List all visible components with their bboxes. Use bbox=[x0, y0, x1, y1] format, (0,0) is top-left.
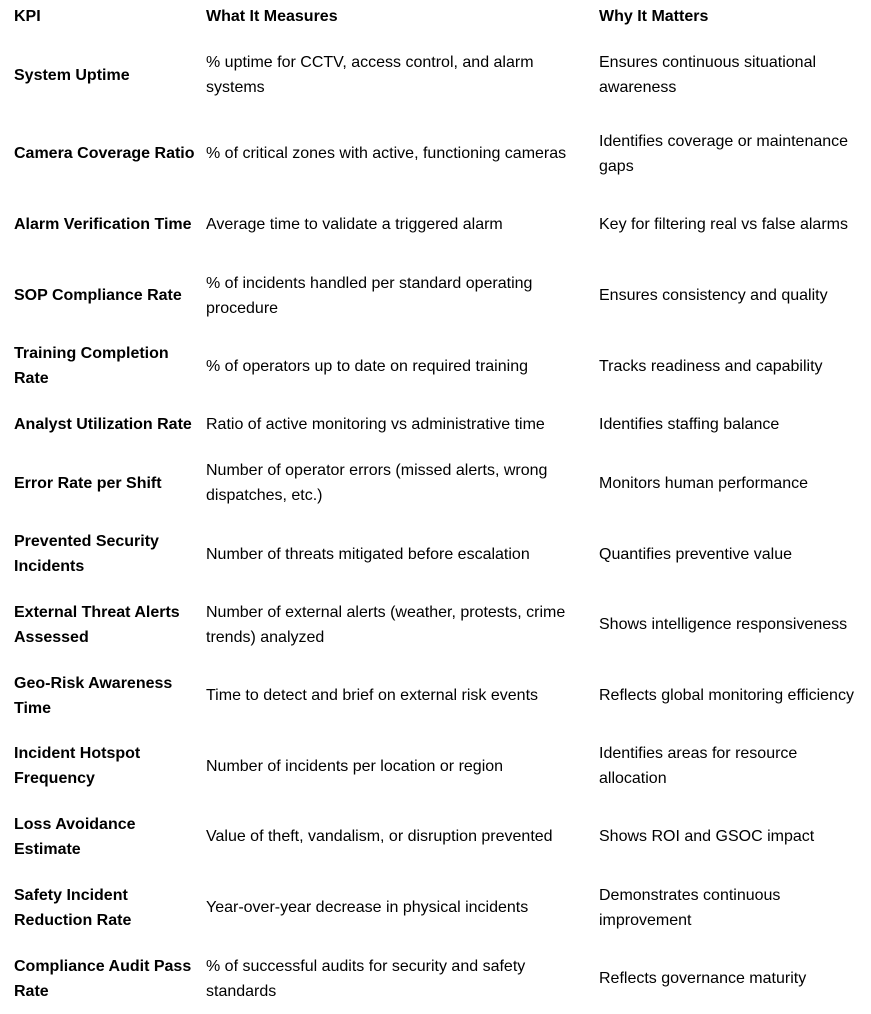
table-row bbox=[0, 589, 871, 660]
matters-cell: Identifies staffing balance bbox=[599, 415, 780, 433]
table-row bbox=[0, 118, 871, 189]
kpi-cell: Geo-Risk Awareness Time bbox=[14, 674, 173, 717]
measures-cell: % of operators up to date on required training bbox=[206, 357, 528, 375]
table-row bbox=[0, 660, 871, 731]
kpi-cell: Analyst Utilization Rate bbox=[14, 415, 192, 433]
matters-cell: Shows intelligence responsiveness bbox=[599, 616, 848, 633]
kpi-cell: System Uptime bbox=[14, 66, 130, 84]
matters-cell: Identifies areas for resource allocation bbox=[599, 745, 798, 787]
measures-cell: Number of operator errors (missed alerts, wrong dispatches, etc.) bbox=[206, 462, 548, 504]
matters-cell: Shows ROI and GSOC impact bbox=[599, 828, 815, 845]
matters-cell: Ensures consistency and quality bbox=[599, 287, 828, 304]
table-row bbox=[0, 32, 871, 118]
matters-cell: Quantifies preventive value bbox=[599, 545, 792, 563]
table-row bbox=[0, 943, 871, 1014]
table-header-row bbox=[0, 0, 871, 32]
header-what-it-measures: What It Measures bbox=[206, 7, 338, 25]
kpi-cell: Error Rate per Shift bbox=[14, 474, 162, 492]
kpi-cell: Camera Coverage Ratio bbox=[14, 145, 195, 162]
measures-cell: % of incidents handled per standard operating procedure bbox=[206, 274, 533, 317]
matters-cell: Key for filtering real vs false alarms bbox=[599, 216, 848, 233]
matters-cell: Demonstrates continuous improvement bbox=[599, 886, 781, 929]
kpi-cell: Incident Hotspot Frequency bbox=[14, 745, 141, 787]
measures-cell: % of critical zones with active, functioning cameras bbox=[206, 145, 567, 162]
table-row bbox=[0, 260, 871, 331]
matters-cell: Reflects governance maturity bbox=[599, 970, 807, 987]
measures-cell: % uptime for CCTV, access control, and alarm systems bbox=[206, 54, 534, 96]
table-row bbox=[0, 731, 871, 801]
measures-cell: Number of threats mitigated before escalation bbox=[206, 545, 530, 563]
table-row bbox=[0, 189, 871, 260]
table-row bbox=[0, 519, 871, 589]
matters-cell: Ensures continuous situational awareness bbox=[599, 54, 817, 96]
kpi-cell: Loss Avoidance Estimate bbox=[14, 815, 136, 858]
matters-cell: Monitors human performance bbox=[599, 474, 808, 492]
measures-cell: Year-over-year decrease in physical incidents bbox=[206, 899, 529, 916]
measures-cell: Average time to validate a triggered alarm bbox=[206, 216, 503, 233]
table-row bbox=[0, 447, 871, 519]
kpi-cell: Alarm Verification Time bbox=[14, 216, 192, 233]
measures-cell: Time to detect and brief on external risk events bbox=[206, 687, 539, 704]
measures-cell: Value of theft, vandalism, or disruption prevented bbox=[206, 828, 553, 845]
matters-cell: Identifies coverage or maintenance gaps bbox=[599, 132, 849, 175]
table-row bbox=[0, 401, 871, 447]
matters-cell: Tracks readiness and capability bbox=[599, 357, 823, 375]
kpi-cell: Training Completion Rate bbox=[14, 345, 169, 387]
table-row bbox=[0, 872, 871, 943]
measures-cell: % of successful audits for security and safety standards bbox=[206, 957, 526, 1000]
measures-cell: Number of external alerts (weather, protests, crime trends) analyzed bbox=[206, 603, 566, 646]
kpi-cell: Prevented Security Incidents bbox=[14, 533, 159, 575]
table-row bbox=[0, 801, 871, 872]
measures-cell: Number of incidents per location or region bbox=[206, 757, 504, 775]
header-kpi: KPI bbox=[14, 7, 41, 25]
table-row bbox=[0, 331, 871, 401]
kpi-cell: External Threat Alerts Assessed bbox=[14, 603, 180, 646]
measures-cell: Ratio of active monitoring vs administrative time bbox=[206, 415, 545, 433]
header-why-it-matters: Why It Matters bbox=[599, 7, 709, 25]
kpi-cell: SOP Compliance Rate bbox=[14, 287, 182, 304]
matters-cell: Reflects global monitoring efficiency bbox=[599, 687, 854, 704]
kpi-cell: Compliance Audit Pass Rate bbox=[14, 957, 192, 1000]
kpi-cell: Safety Incident Reduction Rate bbox=[14, 886, 132, 929]
